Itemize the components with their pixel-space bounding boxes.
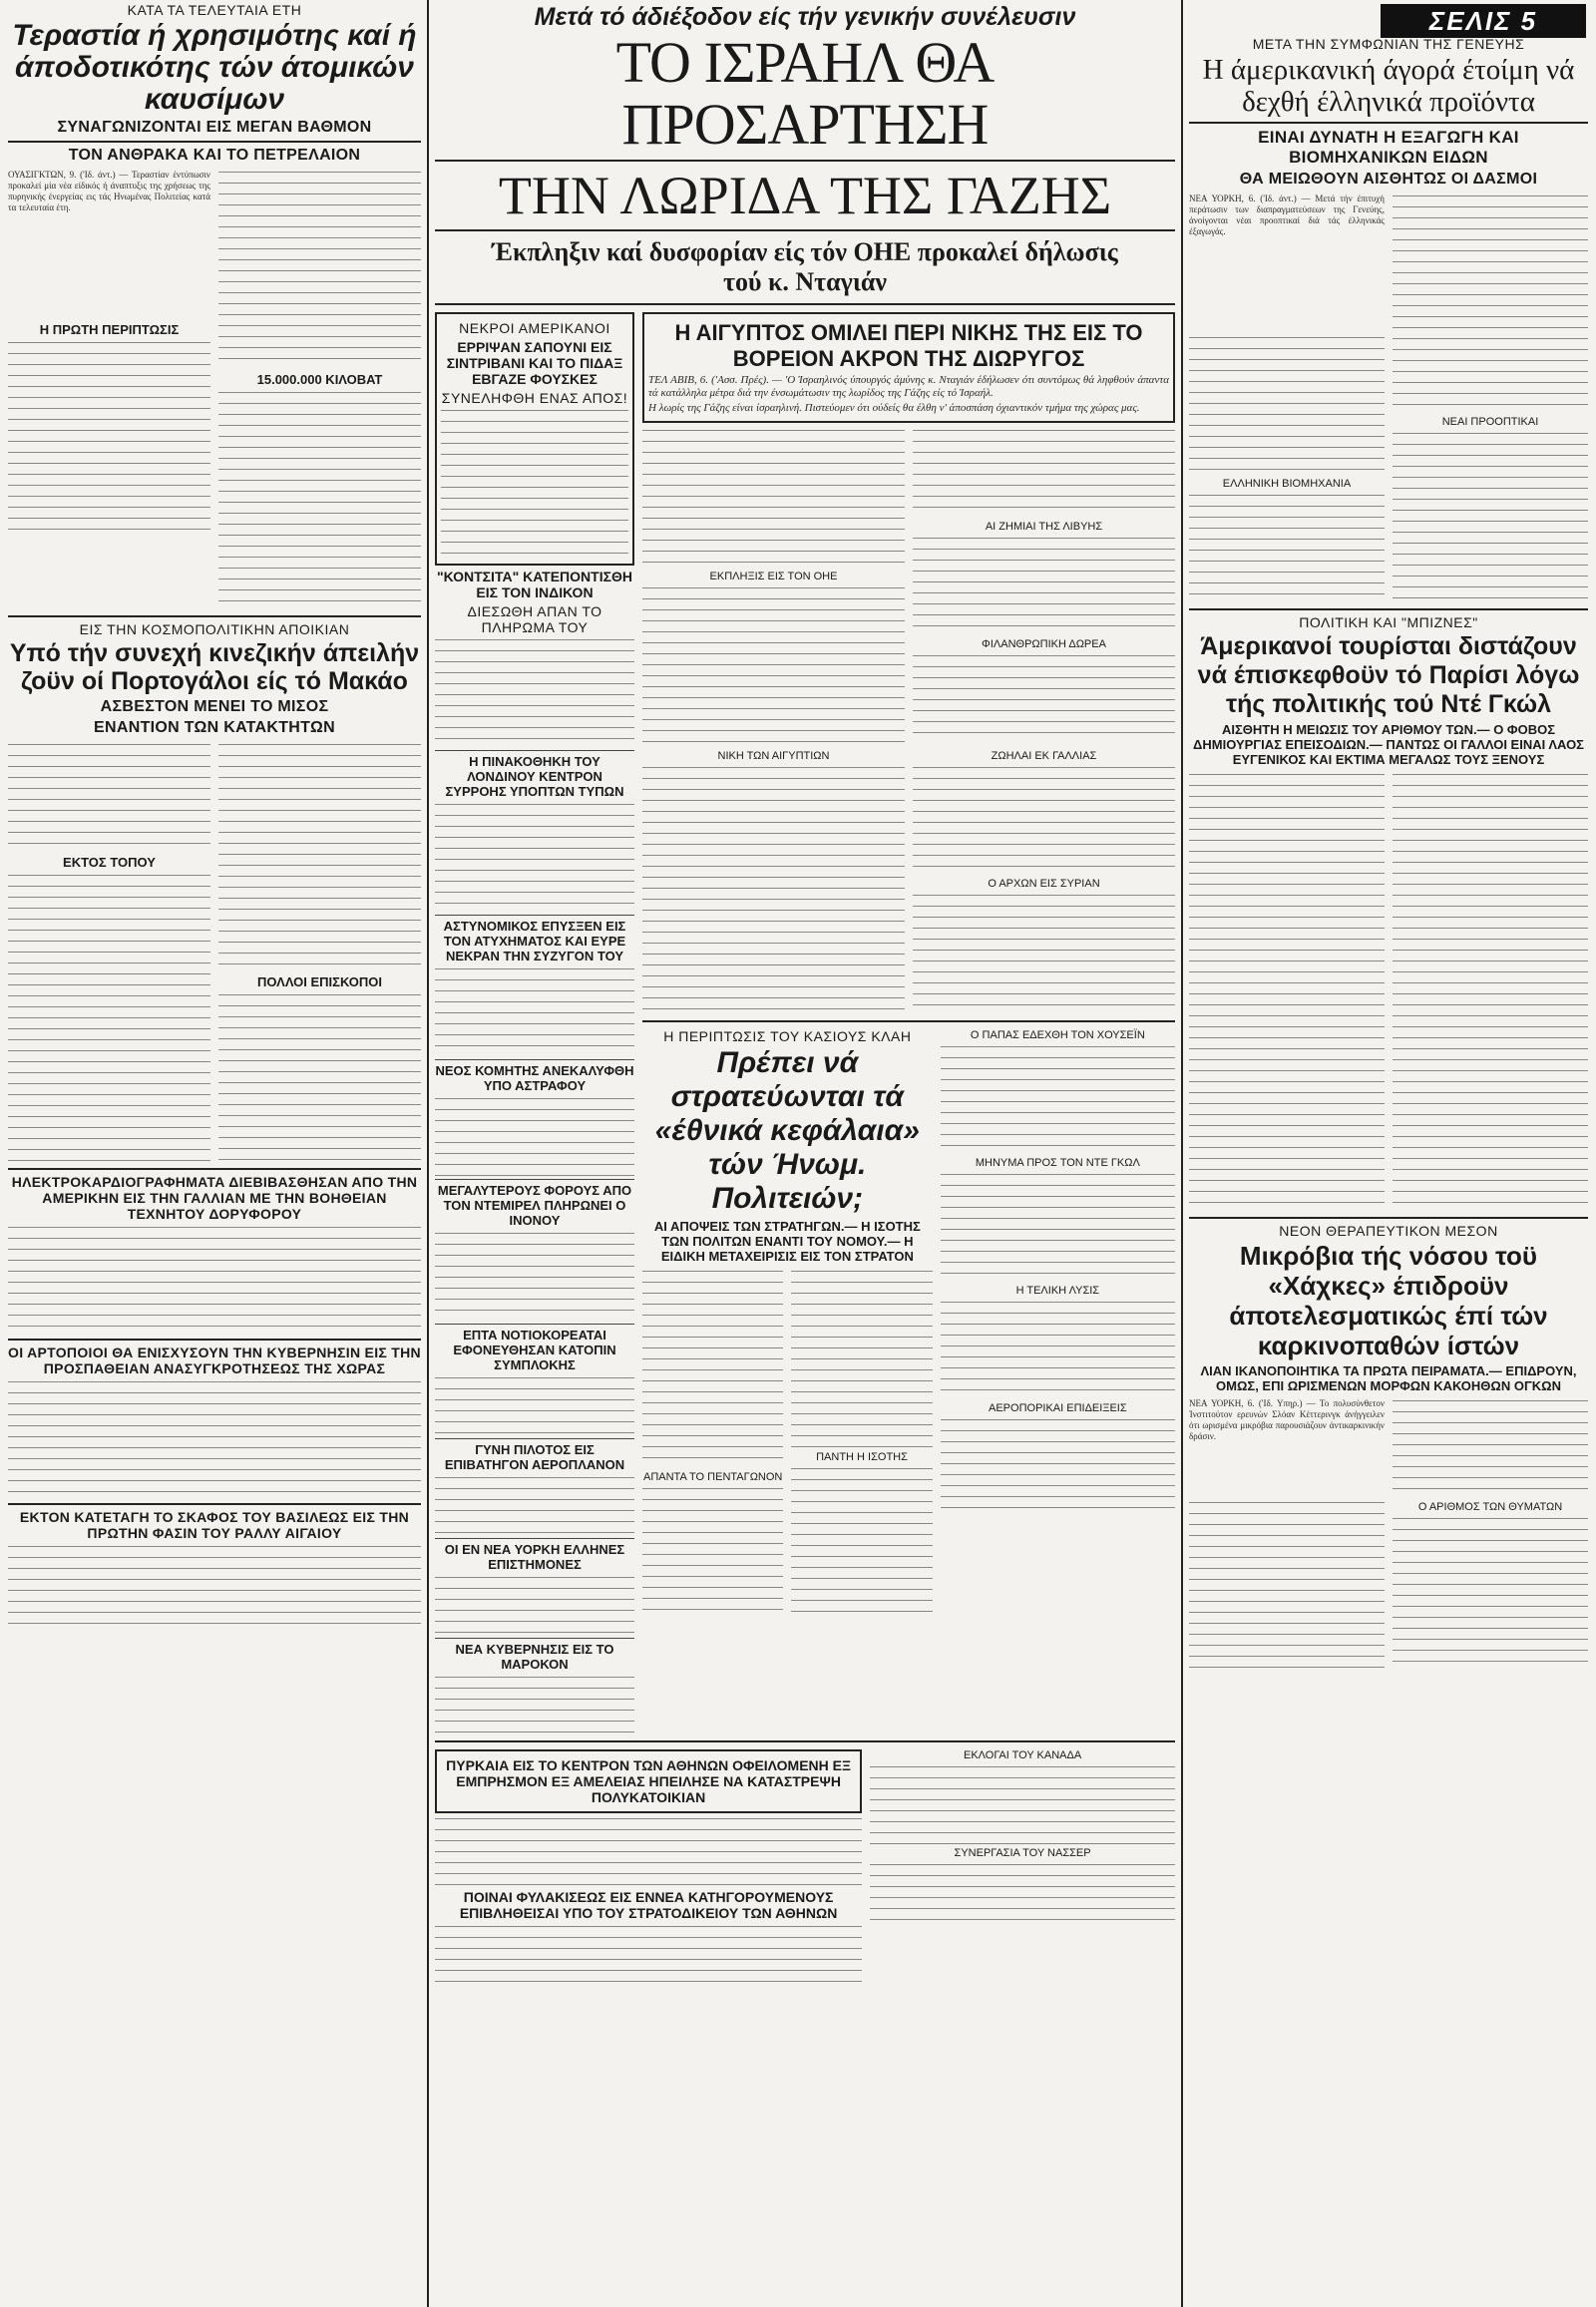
left-column <box>8 0 421 1626</box>
divider <box>435 1438 634 1439</box>
body-text <box>1393 1398 1588 1498</box>
section-heading: Ο ΑΡΧΩΝ ΕΙΣ ΣΥΡΙΑΝ <box>988 878 1100 891</box>
body-text <box>913 893 1175 1012</box>
body-text <box>913 765 1175 875</box>
body-text <box>791 1269 932 1448</box>
body-text <box>435 1475 634 1535</box>
headline-macau: Υπό τήν συνεχή κινεζικήν άπειλήν ζοϋν οί Πορτογάλοι είς τό Μακάο <box>9 639 420 695</box>
headline-israel-main: ΤΟ ΙΣΡΑΗΛ ΘΑ ΠΡΟΣΑΡΤΗΣΗ <box>615 30 995 158</box>
body-text <box>435 1575 634 1635</box>
box-headline: ΕΡΡΙΨΑΝ ΣΑΠΟΥΝΙ ΕΙΣ ΣΙΝΤΡΙΒΑΝΙ ΚΑΙ ΤΟ ΠΙΔΑΞ ΕΒΓΑΖΕ ΦΟΥΣΚΕΣ <box>446 339 623 388</box>
section-heading: ΖΩΗΛΑΙ ΕΚ ΓΑΛΛΙΑΣ <box>991 750 1097 763</box>
body-text <box>913 536 1175 635</box>
body-text <box>642 585 905 745</box>
headline-morocco: ΝΕΑ ΚΥΒΕΡΝΗΣΙΣ ΕΙΣ ΤΟ ΜΑΡΟΚΟΝ <box>455 1642 614 1673</box>
box-subheadline: ΣΥΝΕΛΗΦΘΗ ΕΝΑΣ ΑΠΟΣ! <box>441 390 628 407</box>
article-body <box>1189 770 1588 1213</box>
section-heading: ΦΙΛΑΝΘΡΩΠΙΚΗ ΔΩΡΕΑ <box>982 638 1106 651</box>
body-text <box>218 390 421 609</box>
body-text <box>1393 1516 1588 1666</box>
column-rule <box>1181 0 1183 2307</box>
body-text <box>941 1172 1175 1282</box>
headline-israel-sub: Έκπληξιν καί δυσφορίαν είς τόν ΟΗΕ προκαλεί δήλωσις τού κ. Νταγιάν <box>492 237 1118 297</box>
egypt-article-box <box>642 312 1175 423</box>
article-body <box>1189 1396 1588 1672</box>
divider <box>435 1638 634 1639</box>
body-text <box>8 873 210 1162</box>
divider <box>642 1020 1175 1022</box>
body-text <box>1189 1500 1385 1670</box>
subheadline: ΣΥΝΑΓΩΝΙΖΟΝΤΑΙ ΕΙΣ ΜΕΓΑΝ ΒΑΘΜΟΝ <box>57 119 372 136</box>
article-body <box>1189 192 1588 604</box>
headline-egypt: Η ΑΙΓΥΠΤΟΣ ΟΜΙΛΕΙ ΠΕΡΙ ΝΙΚΗΣ ΤΗΣ ΕΙΣ ΤΟ ΒΟΡΕΙΟΝ ΑΚΡΟΝ ΤΗΣ ΔΙΩΡΥΓΟΣ <box>674 320 1143 372</box>
divider <box>8 1168 421 1170</box>
divider <box>8 1503 421 1505</box>
section-heading: ΑΕΡΟΠΟΡΙΚΑΙ ΕΠΙΔΕΙΞΕΙΣ <box>989 1402 1127 1415</box>
fire-article <box>435 1746 862 1986</box>
section-heading: ΜΗΝΥΜΑ ΠΡΟΣ ΤΟΝ ΝΤΕ ΓΚΩΛ <box>975 1157 1140 1170</box>
body-text <box>1393 193 1588 413</box>
article-row <box>642 1026 1175 1618</box>
headline-cassius-clay: Πρέπει νά στρατεύωνται τά «έθνικά κεφάλαια» τών Ήνωμ. Πολιτειών; <box>654 1046 920 1216</box>
center-briefs <box>941 1026 1175 1618</box>
article-kicker: Η ΠΕΡΙΠΤΩΣΙΣ ΤΟΥ ΚΑΣΙΟΥΣ ΚΛΑΗ <box>663 1028 912 1045</box>
body-text <box>8 340 210 540</box>
subheadline: ΘΑ ΜΕΙΩΘΟΥΝ ΑΙΣΘΗΤΩΣ ΟΙ ΔΑΣΜΟΙ <box>1239 171 1538 188</box>
subheadline: ΤΟΝ ΑΝΘΡΑΚΑ ΚΑΙ ΤΟ ΠΕΤΡΕΛΑΙΟΝ <box>68 147 361 164</box>
section-heading: Η ΤΕΛΙΚΗ ΛΥΣΙΣ <box>1015 1285 1100 1298</box>
section-heading: ΝΙΚΗ ΤΩΝ ΑΙΓΥΠΤΙΩΝ <box>717 750 830 763</box>
divider <box>435 229 1175 231</box>
section-heading: ΕΚΤΟΣ ΤΟΠΟΥ <box>63 855 156 870</box>
lead-paragraph: ΤΕΛ ΑΒΙΒ, 6. ('Ασσ. Πρές). — 'Ο Ίσραηλινός ύπουργός άμύνης κ. Νταγιάν έδήλωσεν ότι συντόμως θά ληφθούν άπαντα τά κατάλληλα μέτρα διά την ένσωμάτωσιν της λωρίδος της Γάζης είς τό Ίσραήλ. <box>648 374 1169 400</box>
headline-gallery: Η ΠΙΝΑΚΟΘΗΚΗ ΤΟΥ ΛΟΝΔΙΝΟΥ ΚΕΝΤΡΟΝ ΣΥΡΡΟΗΣ ΥΠΟΠΤΩΝ ΤΥΠΩΝ <box>445 754 624 800</box>
body-text <box>642 1269 783 1468</box>
body-text <box>218 170 421 369</box>
section-heading: ΕΛΛΗΝΙΚΗ ΒΙΟΜΗΧΑΝΙΑ <box>1222 478 1352 490</box>
headline-comet: ΝΕΟΣ ΚΟΜΗΤΗΣ ΑΝΕΚΑΛΥΦΘΗ ΥΠΟ ΑΣΤΡΑΦΟΥ <box>435 1063 634 1094</box>
body-text <box>8 1544 421 1624</box>
headline-rally: ΕΚΤΟΝ ΚΑΤΕΤΑΓΗ ΤΟ ΣΚΑΦΟΣ ΤΟΥ ΒΑΣΙΛΕΩΣ ΕΙΣ ΤΗΝ ΠΡΩΤΗΝ ΦΑΣΙΝ ΤΟΥ ΡΑΛΛΥ ΑΙΓΑΙΟΥ <box>19 1509 410 1541</box>
headline-greek-exports: Η άμερικανική άγορά έτοίμη νά δεχθή έλληνικά προϊόντα <box>1202 54 1575 118</box>
headline-taxes: ΜΕΓΑΛΥΤΕΡΟΥΣ ΦΟΡΟΥΣ ΑΠΟ ΤΟΝ ΝΤΕΜΙΡΕΛ ΠΛΗΡΩΝΕΙ Ο ΙΝΟΝΟΥ <box>437 1183 632 1229</box>
center-right-subcolumn <box>642 309 1175 1736</box>
headline-atomic-fuel: Τεραστία ή χρησιμότης καί ή άποδοτικότης τών άτομικών καυσίμων <box>12 19 417 116</box>
lead-paragraph: ΟΥΑΣΙΓΚΤΩΝ, 9. ('Ιδ. άντ.) — Τεραστίαν έντύπωσιν προκαλεί μία νέα είδικός ή άναπτυξις της χρήσεως της πυρηνικής ένεργείας εις τάς Ηνωμένας Πολιτείας κατά τα τελευταία έτη. <box>8 170 210 212</box>
center-column <box>435 0 1175 1986</box>
article-kicker: Μετά τό άδιέξοδον είς τήν γενικήν συνέλευσιν <box>534 3 1076 31</box>
subheadline: ΕΝΑΝΤΙΟΝ ΤΩΝ ΚΑΤΑΚΤΗΤΩΝ <box>94 719 335 736</box>
body-text <box>791 1466 932 1616</box>
body-text <box>8 742 210 852</box>
lead-paragraph: ΝΕΑ ΥΟΡΚΗ, 6. ('Ιδ. άντ.) — Μετά τήν έπιτυχή περάτωσιν των διαπραγματεύσεων της Γενεύης, άνοίγονται νέαι προοπτικαί διά τάς έλληνικάς έξαγωγάς. <box>1189 193 1385 236</box>
body-text <box>913 653 1175 743</box>
divider <box>435 303 1175 305</box>
divider <box>435 160 1175 162</box>
section-heading: ΕΚΛΟΓΑΙ ΤΟΥ ΚΑΝΑΔΑ <box>963 1749 1082 1762</box>
section-heading: ΝΕΑΙ ΠΡΟΟΠΤΙΚΑΙ <box>1441 416 1539 428</box>
article-body <box>8 740 421 1164</box>
body-text <box>8 1379 421 1499</box>
divider <box>1189 608 1588 610</box>
headline-satellite-ecg: ΗΛΕΚΤΡΟΚΑΡΔΙΟΓΡΑΦΗΜΑΤΑ ΔΙΕΒΙΒΑΣΘΗΣΑΝ ΑΠΟ ΤΗΝ ΑΜΕΡΙΚΗΝ ΕΙΣ ΤΗΝ ΓΑΛΛΙΑΝ ΜΕ ΤΗΝ ΒΟΗΘΕΙΑΝ ΤΕΧΝΗΤΟΥ ΔΟΡΥΦΟΡΟΥ <box>11 1174 418 1222</box>
body-text <box>870 1764 1175 1844</box>
divider <box>1189 122 1588 124</box>
headline-pilot: ΓΥΝΗ ΠΙΛΟΤΟΣ ΕΙΣ ΕΠΙΒΑΤΗΓΟΝ ΑΕΡΟΠΛΑΝΟΝ <box>444 1442 625 1473</box>
divider <box>435 1179 634 1180</box>
article-body <box>642 747 1175 1016</box>
headline-bakers: ΟΙ ΑΡΤΟΠΟΙΟΙ ΘΑ ΕΝΙΣΧΥΣΟΥΝ ΤΗΝ ΚΥΒΕΡΝΗΣΙΝ ΕΙΣ ΤΗΝ ΠΡΟΣΠΑΘΕΙΑΝ ΑΝΑΣΥΓΚΡΟΤΗΣΕΩΣ ΤΗΣ ΧΩΡΑΣ <box>8 1345 421 1376</box>
body-text <box>1393 431 1588 600</box>
body-text <box>913 428 1175 518</box>
article-kicker: ΜΕΤΑ ΤΗΝ ΣΥΜΦΩΝΙΑΝ ΤΗΣ ΓΕΝΕΥΗΣ <box>1252 36 1525 52</box>
body-text <box>642 428 905 568</box>
divider <box>435 1059 634 1060</box>
body-text <box>435 1231 634 1321</box>
body-text <box>1189 772 1385 1211</box>
section-heading: ΑΠΑΝΤΑ ΤΟ ΠΕΝΤΑΓΩΝΟΝ <box>642 1471 783 1484</box>
section-heading: Ο ΑΡΙΘΜΟΣ ΤΩΝ ΘΥΜΑΤΩΝ <box>1417 1501 1563 1513</box>
body-text <box>870 1862 1175 1922</box>
divider <box>435 1740 1175 1742</box>
center-left-subcolumn <box>435 309 634 1736</box>
body-text <box>435 966 634 1056</box>
body-text <box>435 1816 862 1886</box>
body-text <box>642 1486 783 1616</box>
section-heading: Η ΠΡΩΤΗ ΠΕΡΙΠΤΩΣΙΣ <box>39 322 180 337</box>
body-text <box>941 1300 1175 1399</box>
section-heading: ΑΙ ΖΗΜΙΑΙ ΤΗΣ ΛΙΒΥΗΣ <box>985 521 1103 534</box>
headline-concita: "ΚΟΝΤΣΙΤΑ" ΚΑΤΕΠΟΝΤΙΣΘΗ ΕΙΣ ΤΟΝ ΙΝΔΙΚΟΝ <box>437 569 632 601</box>
article-kicker: ΝΕΟΝ ΘΕΡΑΠΕΥΤΙΚΟΝ ΜΕΣΟΝ <box>1279 1223 1498 1239</box>
headline-israel-line2: ΤΗΝ ΛΩΡΙΔΑ ΤΗΣ ΓΑΖΗΣ <box>498 166 1112 226</box>
body-text <box>435 1096 634 1176</box>
column-rule <box>427 0 429 2307</box>
subheadline: ΕΙΝΑΙ ΔΥΝΑΤΗ Η ΕΞΑΓΩΓΗ ΚΑΙ ΒΙΟΜΗΧΑΝΙΚΩΝ ΕΙΔΩΝ <box>1258 128 1519 167</box>
body-text <box>941 1417 1175 1517</box>
article-body <box>8 168 421 611</box>
body-text <box>435 802 634 912</box>
body-text <box>1189 493 1385 602</box>
lead-paragraph: ΝΕΑ ΥΟΡΚΗ, 6. ('Ιδ. Υπηρ.) — Το πολυσύνθετον Ίνστιτούτον ερευνών Σλόαν Κέττερινγκ άνήγγειλεν ότι ωρισμένα μικρόβια παρουσιάζουν άντικαρκινικήν δράσιν. <box>1189 1398 1385 1441</box>
article-kicker: ΚΑΤΑ ΤΑ ΤΕΛΕΥΤΑΙΑ ΕΤΗ <box>127 2 302 18</box>
section-heading: ΠΟΛΛΟΙ ΕΠΙΣΚΟΠΟΙ <box>257 974 382 989</box>
body-text <box>435 637 634 747</box>
subheadline: ΔΙΕΣΩΘΗ ΑΠΑΝ ΤΟ ΠΛΗΡΩΜΑ ΤΟΥ <box>467 603 602 636</box>
box-kicker: ΝΕΚΡΟΙ ΑΜΕΡΙΚΑΝΟΙ <box>459 320 610 337</box>
divider <box>8 1339 421 1341</box>
divider <box>8 141 421 143</box>
right-column <box>1189 0 1588 1672</box>
body-text <box>435 1924 862 1984</box>
section-heading: ΣΥΝΕΡΓΑΣΙΑ ΤΟΥ ΝΑΣΣΕΡ <box>954 1847 1091 1860</box>
subheadline: ΑΙΣΘΗΤΗ Η ΜΕΙΩΣΙΣ ΤΟΥ ΑΡΙΘΜΟΥ ΤΩΝ.— Ο ΦΟΒΟΣ ΔΗΜΙΟΥΡΓΙΑΣ ΕΠΕΙΣΟΔΙΩΝ.— ΠΑΝΤΩΣ ΟΙ ΓΑΛΛΟΙ ΕΙΝΑΙ ΛΑΟΣ ΕΥΓΕΝΙΚΟΣ ΚΑΙ ΕΚΤΙΜΑ ΜΕΓΑΛΩΣ ΤΟΥΣ ΞΕΝΟΥΣ <box>1193 722 1584 767</box>
headline-fire: ΠΥΡΚΑΙΑ ΕΙΣ ΤΟ ΚΕΝΤΡΟΝ ΤΩΝ ΑΘΗΝΩΝ ΟΦΕΙΛΟΜΕΝΗ ΕΞ ΕΜΠΡΗΣΜΟΝ ΕΞ ΑΜΕΛΕΙΑΣ ΗΠΕΙΛΗΣΕ ΝΑ ΚΑΤΑΣΤΡΕΨΗ ΠΟΛΥΚΑΤΟΙΚΙΑΝ <box>446 1757 851 1806</box>
body-text <box>441 408 628 558</box>
sidebar-box <box>435 312 634 566</box>
section-heading: Ο ΠΑΠΑΣ ΕΔΕΧΘΗ ΤΟΝ ΧΟΥΣΕΪΝ <box>970 1029 1145 1042</box>
section-heading: ΕΚΠΛΗΞΙΣ ΕΙΣ ΤΟΝ ΟΗΕ <box>709 571 838 583</box>
subheadline: ΑΙ ΑΠΟΨΕΙΣ ΤΩΝ ΣΤΡΑΤΗΓΩΝ.— Η ΙΣΟΤΗΣ ΤΩΝ ΠΟΛΙΤΩΝ ΕΝΑΝΤΙ ΤΟΥ ΝΟΜΟΥ.— Η ΕΙΔΙΚΗ ΜΕΤΑΧΕΙΡΙΣΙΣ ΕΙΣ ΤΟΝ ΣΤΡΑΤΟΝ <box>653 1219 921 1265</box>
section-heading: 15.000.000 ΚΙΛΟΒΑΤ <box>256 372 383 387</box>
subheadline: ΛΙΑΝ ΙΚΑΝΟΠΟΙΗΤΙΚΑ ΤΑ ΠΡΩΤΑ ΠΕΙΡΑΜΑΤΑ.— ΕΠΙΔΡΟΥΝ, ΟΜΩΣ, ΕΠΙ ΩΡΙΣΜΕΝΩΝ ΜΟΡΦΩΝ ΚΑΚΟΗΘΩΝ ΟΓΚΩΝ <box>1200 1363 1577 1393</box>
section-heading: ΠΑΝΤΗ Η ΙΣΟΤΗΣ <box>816 1451 908 1464</box>
divider <box>435 1538 634 1539</box>
body-text <box>1189 335 1385 475</box>
body-text <box>941 1044 1175 1154</box>
quote-paragraph: Η λωρίς της Γάζης είναι ίσραηλινή. Πιστεύομεν ότι ούδείς θα έλθη ν' άποσπάση όχιαντικόν τμήμα της χώρας μας. <box>648 402 1140 415</box>
body-text <box>8 1225 421 1335</box>
body-text <box>435 1375 634 1435</box>
article-body <box>642 426 1175 747</box>
headline-scientists: ΟΙ ΕΝ ΝΕΑ ΥΟΡΚΗ ΕΛΛΗΝΕΣ ΕΠΙΣΤΗΜΟΝΕΣ <box>444 1542 625 1573</box>
divider <box>435 1324 634 1325</box>
body-text <box>218 992 421 1162</box>
headline-policeman: ΑΣΤΥΝΟΜΙΚΟΣ ΕΠΥΣΞΕΝ ΕΙΣ ΤΟΝ ΑΤΥΧΗΜΑΤΟΣ ΚΑΙ ΕΥΡΕ ΝΕΚΡΑΝ ΤΗΝ ΣΥΖΥΓΟΝ ΤΟΥ <box>443 919 626 964</box>
headline-cancer-microbes: Μικρόβια τής νόσου τοϋ «Χάχκες» έπιδροϋν άποτελεσματικώς έπί τών καρκινοπαθών ίστών <box>1229 1241 1548 1360</box>
body-text <box>218 742 421 971</box>
body-text <box>1393 772 1588 1211</box>
headline-tourists-paris: Άμερικανοί τουρίσται διστάζουν νά έπισκεφθοϋν τό Παρίσι λόγω τής πολιτικής τού Ντέ Γκώλ <box>1197 632 1580 718</box>
subheadline: ΑΣΒΕΣΤΟΝ ΜΕΝΕΙ ΤΟ ΜΙΣΟΣ <box>100 698 329 715</box>
divider <box>1189 1217 1588 1219</box>
headline-korea: ΕΠΤΑ ΝΟΤΙΟΚΟΡΕΑΤΑΙ ΕΦΟΝΕΥΘΗΣΑΝ ΚΑΤΟΠΙΝ ΣΥΜΠΛΟΚΗΣ <box>453 1328 616 1373</box>
body-text <box>435 1675 634 1734</box>
article-body <box>642 1267 933 1618</box>
body-text <box>642 765 905 1014</box>
divider <box>435 750 634 751</box>
divider <box>8 615 421 617</box>
article-kicker: ΠΟΛΙΤΙΚΗ ΚΑΙ "ΜΠΙΖΝΕΣ" <box>1299 614 1478 630</box>
divider <box>435 915 634 916</box>
center-bottom-briefs <box>870 1746 1175 1986</box>
headline-court: ΠΟΙΝΑΙ ΦΥΛΑΚΙΣΕΩΣ ΕΙΣ ΕΝΝΕΑ ΚΑΤΗΓΟΡΟΥΜΕΝΟΥΣ ΕΠΙΒΛΗΘΕΙΣΑΙ ΥΠΟ ΤΟΥ ΣΤΡΑΤΟΔΙΚΕΙΟΥ ΤΩΝ ΑΘΗΝΩΝ <box>459 1889 838 1922</box>
article-kicker: ΕΙΣ ΤΗΝ ΚΟΣΜΟΠΟΛΙΤΙΚΗΝ ΑΠΟΙΚΙΑΝ <box>79 621 350 637</box>
page-number-banner: ΣΕΛΙΣ 5 <box>1381 4 1586 38</box>
